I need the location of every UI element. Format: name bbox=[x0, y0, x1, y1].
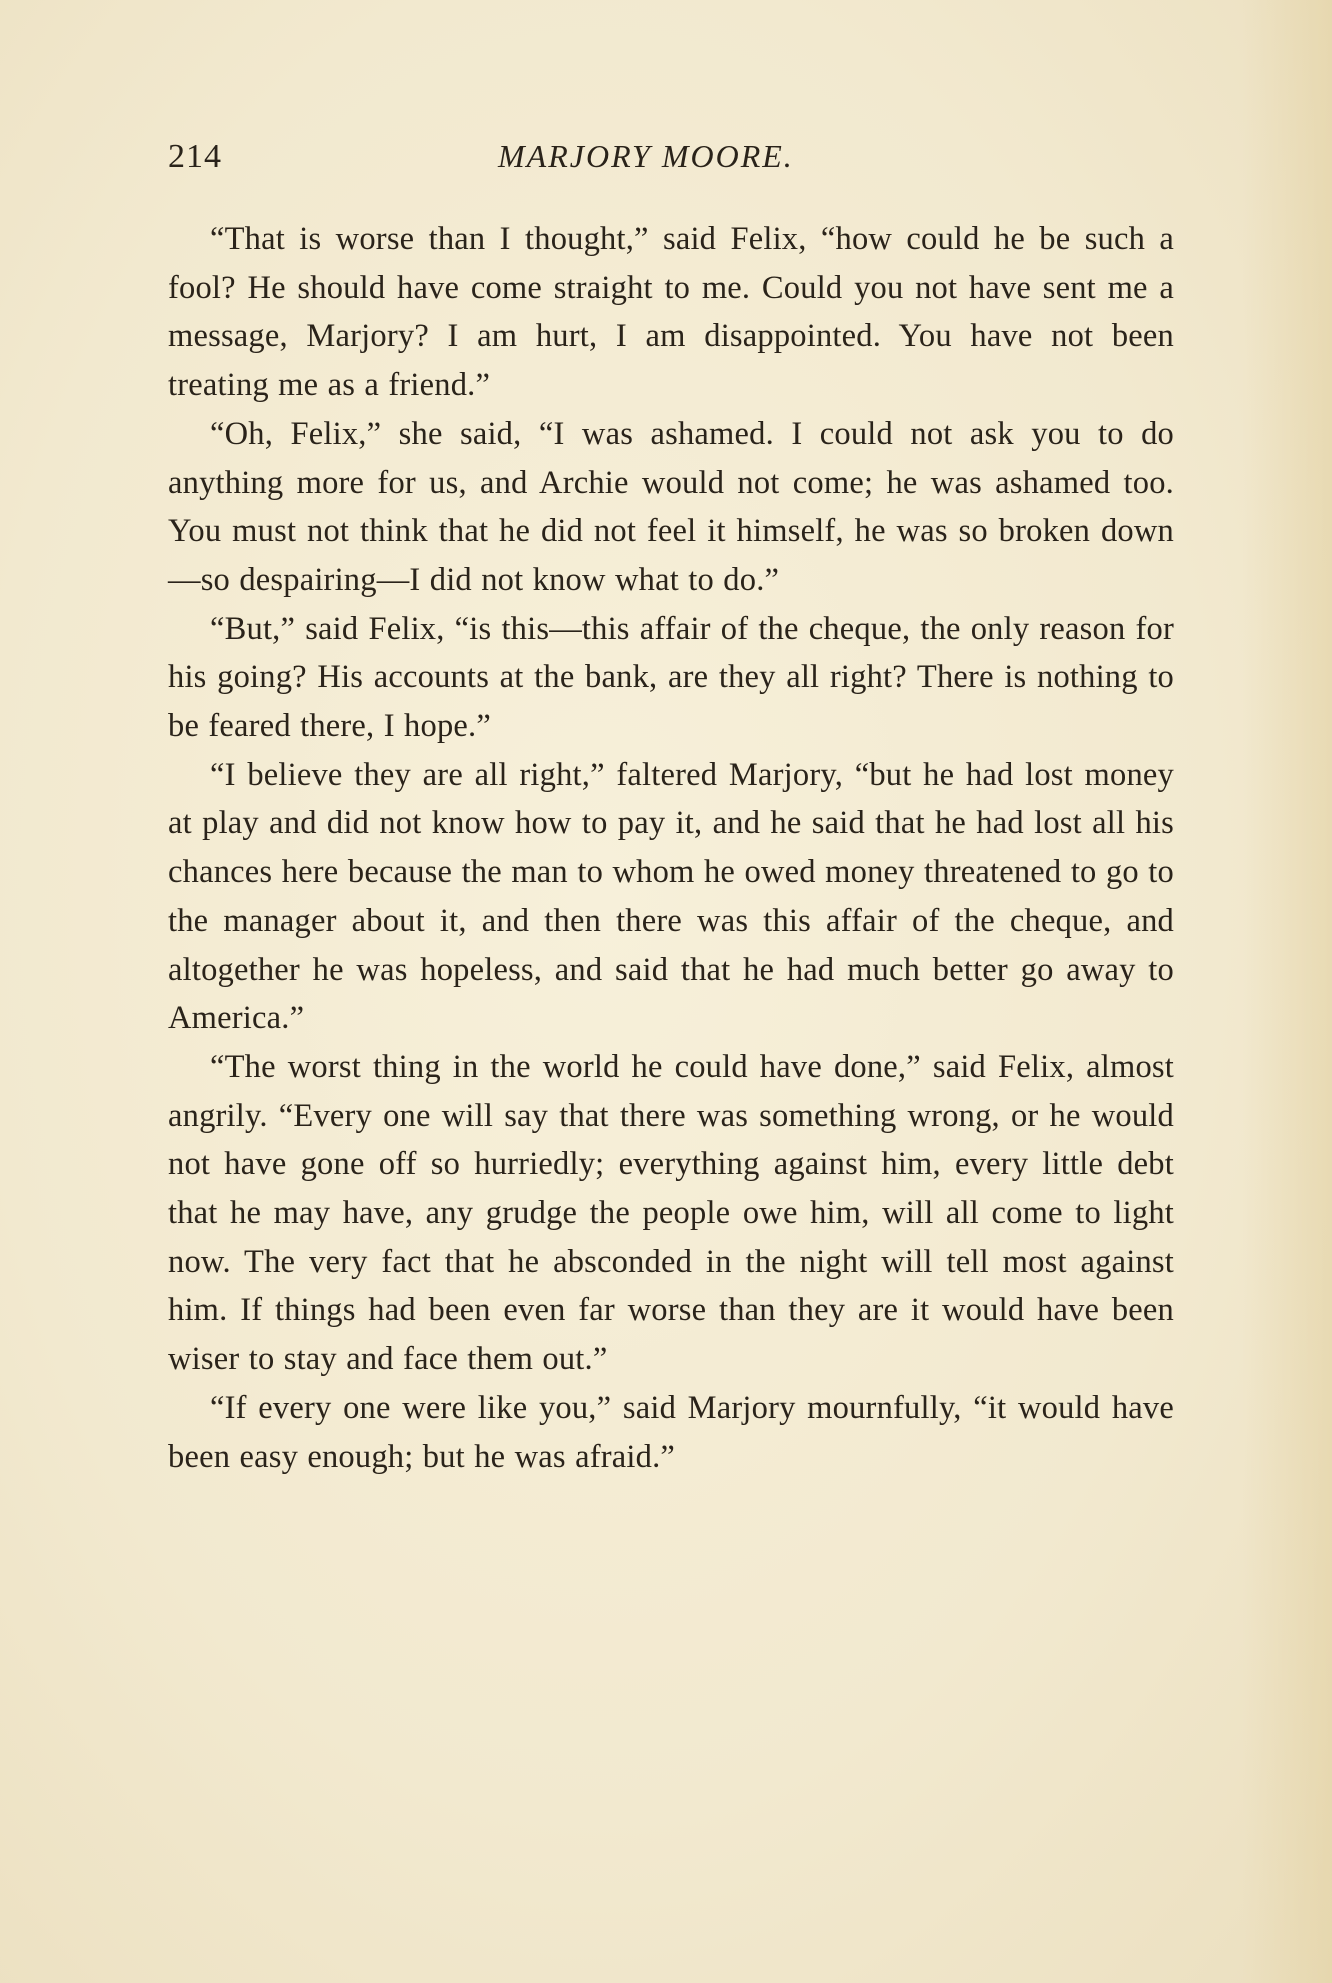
paragraph: “That is worse than I thought,” said Felix, “how could he be such a fool? He should have come straight to me. Could you not have sent me a message, Marjory? I am hurt, I am disappointed. You have not been treating me as a friend.” bbox=[168, 221, 1174, 404]
body-text bbox=[168, 215, 1174, 1481]
paragraph: “But,” said Felix, “is this—this affair of the cheque, the only reason for his going? His accounts at the bank, are they all right? There is nothing to be feared there, I hope.” bbox=[168, 610, 1174, 745]
paragraph: “Oh, Felix,” she said, “I was ashamed. I could not ask you to do anything more for us, and Archie would not come; he was ashamed too. You must not think that he did not feel it himself, he was so broken down—so despairing—I did not know what to do.” bbox=[168, 415, 1174, 598]
paragraph: “If every one were like you,” said Marjory mournfully, “it would have been easy enough; but he was afraid.” bbox=[168, 1389, 1174, 1475]
page-header bbox=[168, 138, 1168, 188]
paragraph: “I believe they are all right,” faltered Marjory, “but he had lost money at play and did not know how to pay it, and he said that he had lost all his chances here because the man to whom he owed money threatened to go to the manager about it, and then there was this affair of the cheque, and altogether he was hopeless, and said that he had much better go away to America.” bbox=[168, 756, 1174, 1037]
running-title: MARJORY MOORE. bbox=[498, 138, 794, 174]
page-number: 214 bbox=[168, 138, 222, 175]
paragraph: “The worst thing in the world he could have done,” said Felix, almost angrily. “Every one will say that there was something wrong, or he would not have gone off so hurriedly; everything against him, every little debt that he may have, any grudge the people owe him, will all come to light now. The very fact that he absconded in the night will tell most against him. If things had been even far worse than they are it would have been wiser to stay and face them out.” bbox=[168, 1048, 1174, 1378]
page-edge-shading bbox=[1242, 0, 1332, 1983]
